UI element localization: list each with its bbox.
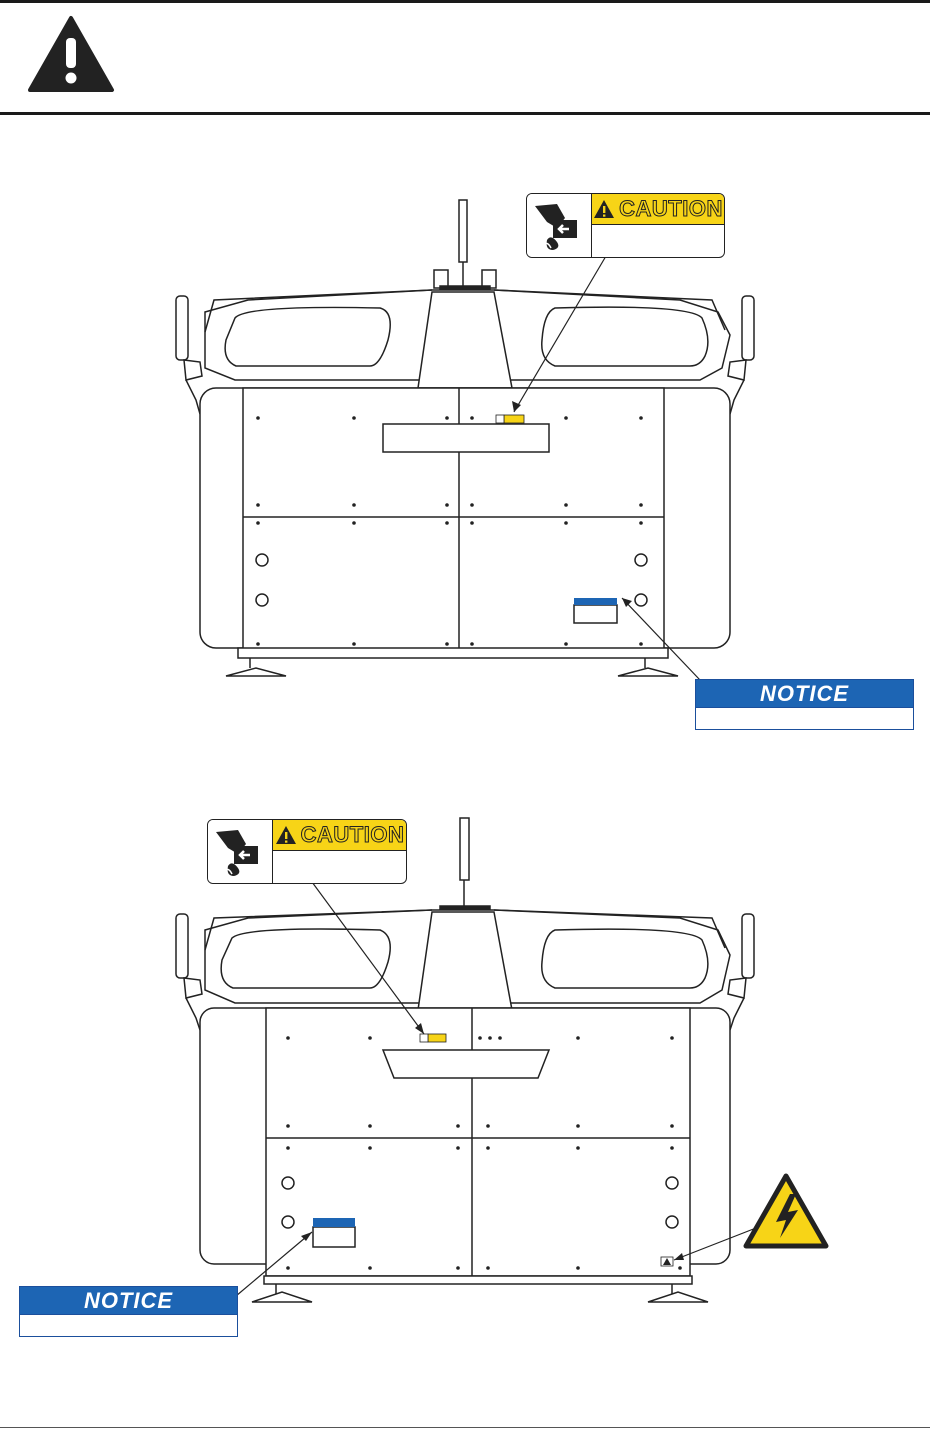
- rear-caution-decal: [420, 1034, 446, 1042]
- caution-label-front: [526, 193, 725, 258]
- notice-word: NOTICE: [83, 1287, 174, 1313]
- caution-label-rear: [207, 819, 407, 884]
- front-caution-decal: [496, 415, 524, 423]
- hand-crush-hazard-icon: [208, 820, 273, 883]
- caution-word: CAUTION: [300, 822, 405, 847]
- rear-view-machine: [176, 818, 754, 1302]
- hand-crush-hazard-icon: [527, 194, 592, 257]
- alert-triangle-icon: [275, 825, 297, 845]
- notice-label-front: [695, 679, 914, 730]
- rear-notice-decal: [313, 1218, 355, 1227]
- notice-word: NOTICE: [759, 680, 850, 706]
- front-view-machine: [176, 200, 754, 676]
- caution-word: CAUTION: [619, 196, 723, 221]
- rear-electrical-decal: [661, 1257, 673, 1266]
- electrical-hazard-icon: [742, 1172, 830, 1250]
- alert-triangle-icon: [593, 199, 615, 219]
- front-notice-decal: [574, 598, 617, 605]
- notice-label-rear: [19, 1286, 238, 1337]
